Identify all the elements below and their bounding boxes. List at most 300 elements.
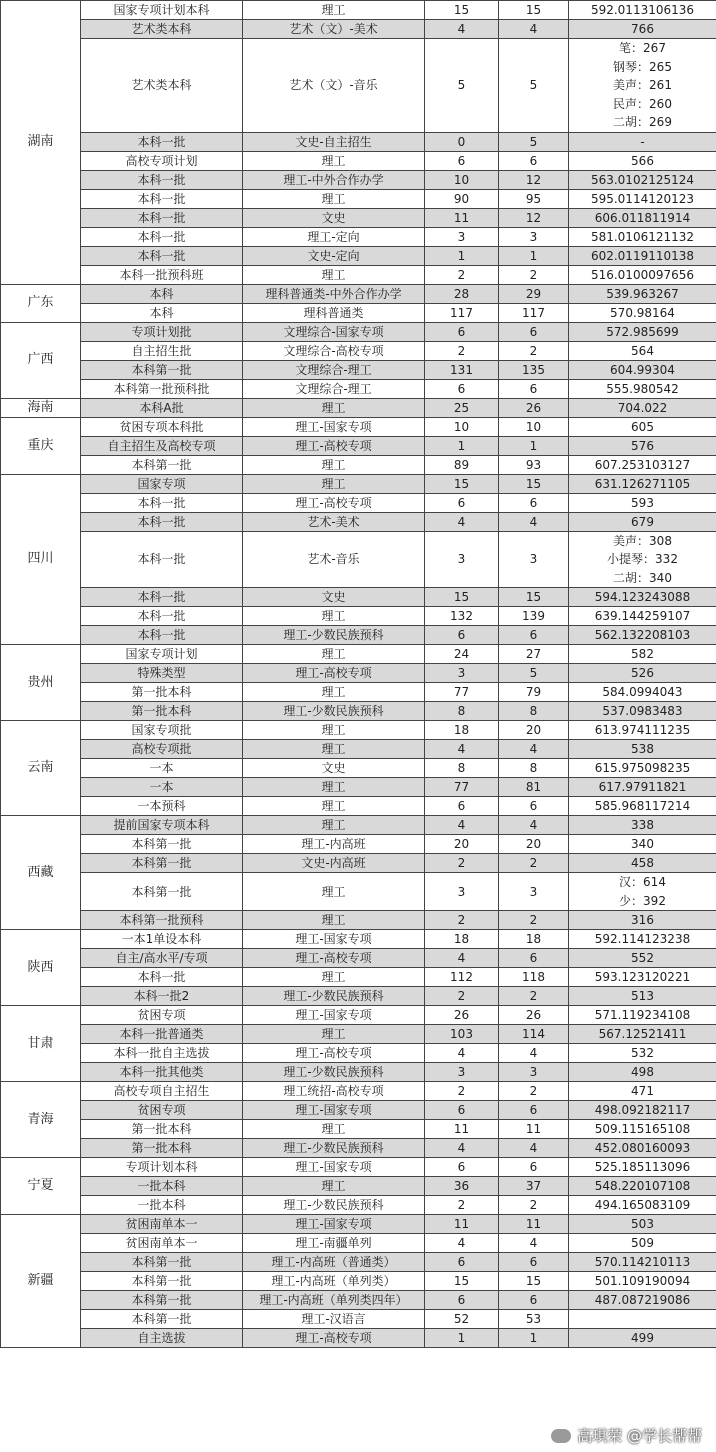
min-score-cell <box>569 39 716 133</box>
table-row <box>1 873 716 911</box>
admitted-count-cell: 12 <box>499 170 569 189</box>
admitted-count-cell: 5 <box>499 132 569 151</box>
min-score-cell: 584.0994043 <box>569 683 716 702</box>
admitted-count-cell: 1 <box>499 436 569 455</box>
admitted-count-cell: 15 <box>499 1272 569 1291</box>
batch-cell: 高校专项批 <box>81 740 243 759</box>
score-line: 二胡：340 <box>613 570 672 585</box>
admitted-count-cell: 6 <box>499 493 569 512</box>
plan-count-cell: 3 <box>425 873 499 911</box>
table-row <box>1 759 716 778</box>
category-cell: 理工-少数民族预科 <box>243 1139 425 1158</box>
min-score-cell: 639.144259107 <box>569 607 716 626</box>
admitted-count-cell: 2 <box>499 341 569 360</box>
table-row <box>1 1063 716 1082</box>
batch-cell: 本科第一批 <box>81 455 243 474</box>
admitted-count-cell: 2 <box>499 987 569 1006</box>
batch-cell: 贫困南单本一 <box>81 1215 243 1234</box>
admitted-count-cell: 53 <box>499 1310 569 1329</box>
batch-cell: 本科第一批预科批 <box>81 379 243 398</box>
table-row <box>1 474 716 493</box>
min-score-cell: 316 <box>569 911 716 930</box>
plan-count-cell: 77 <box>425 683 499 702</box>
batch-cell: 本科一批2 <box>81 987 243 1006</box>
admitted-count-cell: 139 <box>499 607 569 626</box>
batch-cell: 本科一批 <box>81 132 243 151</box>
min-score-cell: 571.119234108 <box>569 1006 716 1025</box>
table-row <box>1 379 716 398</box>
min-score-cell: 594.123243088 <box>569 588 716 607</box>
category-cell: 理工 <box>243 1177 425 1196</box>
plan-count-cell: 112 <box>425 968 499 987</box>
table-row <box>1 189 716 208</box>
table-row <box>1 1025 716 1044</box>
min-score-cell: 499 <box>569 1329 716 1348</box>
plan-count-cell: 5 <box>425 39 499 133</box>
category-cell: 艺术（文）-音乐 <box>243 39 425 133</box>
batch-cell: 本科一批 <box>81 493 243 512</box>
category-cell: 理工-少数民族预科 <box>243 1063 425 1082</box>
batch-cell: 本科一批 <box>81 189 243 208</box>
table-row <box>1 341 716 360</box>
plan-count-cell: 11 <box>425 1215 499 1234</box>
category-cell: 文理综合-国家专项 <box>243 322 425 341</box>
admitted-count-cell: 4 <box>499 816 569 835</box>
province-cell: 贵州 <box>1 645 81 721</box>
category-cell: 理工-高校专项 <box>243 436 425 455</box>
category-cell: 理工-少数民族预科 <box>243 987 425 1006</box>
min-score-cell: - <box>569 132 716 151</box>
table-row <box>1 284 716 303</box>
table-row <box>1 1158 716 1177</box>
min-score-cell: 704.022 <box>569 398 716 417</box>
batch-cell: 本科A批 <box>81 398 243 417</box>
category-cell: 理工 <box>243 265 425 284</box>
plan-count-cell: 2 <box>425 341 499 360</box>
min-score-cell: 537.0983483 <box>569 702 716 721</box>
table-row <box>1 1082 716 1101</box>
min-score-cell: 471 <box>569 1082 716 1101</box>
batch-cell: 自主招生批 <box>81 341 243 360</box>
admitted-count-cell: 15 <box>499 474 569 493</box>
score-line: 美声：261 <box>613 78 672 92</box>
plan-count-cell: 1 <box>425 436 499 455</box>
admitted-count-cell: 37 <box>499 1177 569 1196</box>
batch-cell: 自主招生及高校专项 <box>81 436 243 455</box>
plan-count-cell: 18 <box>425 721 499 740</box>
category-cell: 理工-国家专项 <box>243 930 425 949</box>
category-cell: 艺术-美术 <box>243 512 425 531</box>
batch-cell: 本科一批 <box>81 531 243 588</box>
score-line: 汉：614 <box>619 875 666 889</box>
admitted-count-cell: 6 <box>499 949 569 968</box>
category-cell: 理工-汉语言 <box>243 1310 425 1329</box>
admitted-count-cell: 117 <box>499 303 569 322</box>
table-row <box>1 1310 716 1329</box>
plan-count-cell: 4 <box>425 816 499 835</box>
admitted-count-cell: 5 <box>499 664 569 683</box>
min-score-cell: 570.114210113 <box>569 1253 716 1272</box>
batch-cell: 第一批本科 <box>81 1139 243 1158</box>
plan-count-cell: 25 <box>425 398 499 417</box>
plan-count-cell: 103 <box>425 1025 499 1044</box>
table-row <box>1 1272 716 1291</box>
batch-cell: 本科第一批 <box>81 1291 243 1310</box>
admitted-count-cell: 2 <box>499 854 569 873</box>
min-score-cell: 513 <box>569 987 716 1006</box>
table-row <box>1 588 716 607</box>
plan-count-cell: 26 <box>425 1006 499 1025</box>
category-cell: 理工 <box>243 778 425 797</box>
admitted-count-cell: 8 <box>499 759 569 778</box>
min-score-cell: 555.980542 <box>569 379 716 398</box>
category-cell: 理工-高校专项 <box>243 1044 425 1063</box>
plan-count-cell: 4 <box>425 740 499 759</box>
min-score-cell: 605 <box>569 417 716 436</box>
score-line: 二胡：269 <box>613 115 672 129</box>
table-row <box>1 1 716 20</box>
min-score-cell: 539.963267 <box>569 284 716 303</box>
batch-cell: 专项计划本科 <box>81 1158 243 1177</box>
batch-cell: 本科一批预科班 <box>81 265 243 284</box>
category-cell: 理科普通类 <box>243 303 425 322</box>
table-row <box>1 360 716 379</box>
plan-count-cell: 11 <box>425 1120 499 1139</box>
category-cell: 文理综合-高校专项 <box>243 341 425 360</box>
category-cell: 理工 <box>243 189 425 208</box>
min-score-cell: 592.114123238 <box>569 930 716 949</box>
min-score-cell: 595.0114120123 <box>569 189 716 208</box>
table-row <box>1 702 716 721</box>
plan-count-cell: 3 <box>425 227 499 246</box>
province-cell: 广西 <box>1 322 81 398</box>
admitted-count-cell: 4 <box>499 512 569 531</box>
category-cell: 理工统招-高校专项 <box>243 1082 425 1101</box>
plan-count-cell: 15 <box>425 1 499 20</box>
min-score-cell: 487.087219086 <box>569 1291 716 1310</box>
admitted-count-cell: 3 <box>499 1063 569 1082</box>
table-row <box>1 39 716 133</box>
plan-count-cell: 6 <box>425 493 499 512</box>
min-score-cell: 458 <box>569 854 716 873</box>
category-cell: 理工 <box>243 740 425 759</box>
table-row <box>1 1196 716 1215</box>
min-score-cell: 593.123120221 <box>569 968 716 987</box>
min-score-cell: 631.126271105 <box>569 474 716 493</box>
plan-count-cell: 15 <box>425 474 499 493</box>
province-cell: 宁夏 <box>1 1158 81 1215</box>
admitted-count-cell: 27 <box>499 645 569 664</box>
admitted-count-cell: 114 <box>499 1025 569 1044</box>
batch-cell: 本科第一批 <box>81 1253 243 1272</box>
min-score-cell: 602.0119110138 <box>569 246 716 265</box>
plan-count-cell: 10 <box>425 417 499 436</box>
score-line: 民声：260 <box>613 96 672 111</box>
plan-count-cell: 77 <box>425 778 499 797</box>
table-row <box>1 417 716 436</box>
admitted-count-cell: 6 <box>499 379 569 398</box>
plan-count-cell: 3 <box>425 531 499 588</box>
table-row <box>1 816 716 835</box>
plan-count-cell: 15 <box>425 588 499 607</box>
table-row <box>1 151 716 170</box>
table-row <box>1 683 716 702</box>
min-score-cell: 582 <box>569 645 716 664</box>
plan-count-cell: 132 <box>425 607 499 626</box>
batch-cell: 贫困专项 <box>81 1101 243 1120</box>
watermark-text: 高琪荣 @学长帮帮 <box>577 1427 702 1445</box>
admitted-count-cell: 2 <box>499 1082 569 1101</box>
plan-count-cell: 2 <box>425 1196 499 1215</box>
plan-count-cell: 8 <box>425 702 499 721</box>
table-row <box>1 1177 716 1196</box>
category-cell: 理工-高校专项 <box>243 1329 425 1348</box>
plan-count-cell: 4 <box>425 20 499 39</box>
table-row <box>1 797 716 816</box>
admitted-count-cell: 4 <box>499 1139 569 1158</box>
province-cell: 广东 <box>1 284 81 322</box>
table-row <box>1 1253 716 1272</box>
score-line: 小提琴：332 <box>607 552 678 566</box>
min-score-cell: 562.132208103 <box>569 626 716 645</box>
batch-cell: 本科一批 <box>81 208 243 227</box>
admitted-count-cell: 20 <box>499 835 569 854</box>
category-cell: 理工-高校专项 <box>243 493 425 512</box>
admitted-count-cell: 11 <box>499 1215 569 1234</box>
table-row <box>1 398 716 417</box>
admitted-count-cell: 3 <box>499 873 569 911</box>
plan-count-cell: 3 <box>425 1063 499 1082</box>
admitted-count-cell: 6 <box>499 1253 569 1272</box>
plan-count-cell: 15 <box>425 1272 499 1291</box>
admitted-count-cell: 6 <box>499 626 569 645</box>
min-score-cell: 615.975098235 <box>569 759 716 778</box>
plan-count-cell: 28 <box>425 284 499 303</box>
plan-count-cell: 6 <box>425 626 499 645</box>
table-row <box>1 1215 716 1234</box>
plan-count-cell: 0 <box>425 132 499 151</box>
batch-cell: 本科一批普通类 <box>81 1025 243 1044</box>
batch-cell: 本科一批其他类 <box>81 1063 243 1082</box>
province-cell: 重庆 <box>1 417 81 474</box>
plan-count-cell: 6 <box>425 1101 499 1120</box>
plan-count-cell: 2 <box>425 265 499 284</box>
min-score-cell: 564 <box>569 341 716 360</box>
batch-cell: 高校专项计划 <box>81 151 243 170</box>
table-row <box>1 208 716 227</box>
batch-cell: 一批本科 <box>81 1196 243 1215</box>
batch-cell: 艺术类本科 <box>81 39 243 133</box>
admitted-count-cell: 118 <box>499 968 569 987</box>
admitted-count-cell: 6 <box>499 1101 569 1120</box>
category-cell: 理工 <box>243 721 425 740</box>
table-row <box>1 607 716 626</box>
batch-cell: 本科 <box>81 284 243 303</box>
category-cell: 文史-定向 <box>243 246 425 265</box>
plan-count-cell: 4 <box>425 1044 499 1063</box>
batch-cell: 一本 <box>81 759 243 778</box>
admitted-count-cell: 12 <box>499 208 569 227</box>
batch-cell: 本科第一批 <box>81 1272 243 1291</box>
batch-cell: 一本 <box>81 778 243 797</box>
admitted-count-cell: 2 <box>499 265 569 284</box>
batch-cell: 国家专项批 <box>81 721 243 740</box>
admitted-count-cell: 2 <box>499 1196 569 1215</box>
category-cell: 理工-内高班 <box>243 835 425 854</box>
admitted-count-cell: 6 <box>499 322 569 341</box>
category-cell: 理工 <box>243 645 425 664</box>
province-cell: 西藏 <box>1 816 81 930</box>
min-score-cell: 604.99304 <box>569 360 716 379</box>
batch-cell: 本科一批 <box>81 512 243 531</box>
batch-cell: 本科一批 <box>81 246 243 265</box>
batch-cell: 本科 <box>81 303 243 322</box>
min-score-cell: 607.253103127 <box>569 455 716 474</box>
admitted-count-cell: 6 <box>499 797 569 816</box>
table-row <box>1 227 716 246</box>
min-score-cell: 576 <box>569 436 716 455</box>
min-score-cell: 570.98164 <box>569 303 716 322</box>
category-cell: 理工-国家专项 <box>243 1006 425 1025</box>
plan-count-cell: 117 <box>425 303 499 322</box>
category-cell: 理工-中外合作办学 <box>243 170 425 189</box>
category-cell: 理工-高校专项 <box>243 664 425 683</box>
admitted-count-cell: 79 <box>499 683 569 702</box>
plan-count-cell: 6 <box>425 1158 499 1177</box>
batch-cell: 第一批本科 <box>81 683 243 702</box>
table-row <box>1 645 716 664</box>
min-score-cell: 606.011811914 <box>569 208 716 227</box>
province-cell: 青海 <box>1 1082 81 1158</box>
min-score-cell: 548.220107108 <box>569 1177 716 1196</box>
min-score-cell: 766 <box>569 20 716 39</box>
min-score-cell: 526 <box>569 664 716 683</box>
plan-count-cell: 1 <box>425 1329 499 1348</box>
category-cell: 文史 <box>243 759 425 778</box>
table-row <box>1 1139 716 1158</box>
min-score-cell: 679 <box>569 512 716 531</box>
batch-cell: 国家专项计划 <box>81 645 243 664</box>
plan-count-cell: 8 <box>425 759 499 778</box>
plan-count-cell: 89 <box>425 455 499 474</box>
plan-count-cell: 3 <box>425 664 499 683</box>
admitted-count-cell: 6 <box>499 1291 569 1310</box>
batch-cell: 特殊类型 <box>81 664 243 683</box>
plan-count-cell: 18 <box>425 930 499 949</box>
table-row <box>1 987 716 1006</box>
table-row <box>1 721 716 740</box>
table-row <box>1 1101 716 1120</box>
province-cell: 陕西 <box>1 930 81 1006</box>
category-cell: 理科普通类-中外合作办学 <box>243 284 425 303</box>
min-score-cell: 509.115165108 <box>569 1120 716 1139</box>
score-line: 钢琴：265 <box>613 59 672 74</box>
category-cell: 理工 <box>243 1025 425 1044</box>
plan-count-cell: 2 <box>425 1082 499 1101</box>
min-score-cell: 340 <box>569 835 716 854</box>
min-score-cell: 581.0106121132 <box>569 227 716 246</box>
table-body <box>1 1 716 1348</box>
admitted-count-cell: 4 <box>499 740 569 759</box>
admitted-count-cell: 10 <box>499 417 569 436</box>
admitted-count-cell: 93 <box>499 455 569 474</box>
min-score-cell: 494.165083109 <box>569 1196 716 1215</box>
plan-count-cell: 36 <box>425 1177 499 1196</box>
batch-cell: 贫困专项本科批 <box>81 417 243 436</box>
table-row <box>1 1120 716 1139</box>
admitted-count-cell: 4 <box>499 1044 569 1063</box>
table-row <box>1 265 716 284</box>
category-cell: 理工-国家专项 <box>243 1158 425 1177</box>
batch-cell: 国家专项 <box>81 474 243 493</box>
min-score-cell: 338 <box>569 816 716 835</box>
plan-count-cell: 6 <box>425 322 499 341</box>
plan-count-cell: 11 <box>425 208 499 227</box>
table-row <box>1 1291 716 1310</box>
min-score-cell <box>569 873 716 911</box>
min-score-cell: 509 <box>569 1234 716 1253</box>
table-row <box>1 246 716 265</box>
table-row <box>1 835 716 854</box>
table-row <box>1 170 716 189</box>
admitted-count-cell: 15 <box>499 1 569 20</box>
category-cell: 理工 <box>243 1 425 20</box>
batch-cell: 本科第一批 <box>81 360 243 379</box>
min-score-cell: 532 <box>569 1044 716 1063</box>
category-cell: 文史-内高班 <box>243 854 425 873</box>
plan-count-cell: 4 <box>425 949 499 968</box>
min-score-cell: 617.97911821 <box>569 778 716 797</box>
category-cell: 理工-国家专项 <box>243 1101 425 1120</box>
table-row <box>1 968 716 987</box>
batch-cell: 一批本科 <box>81 1177 243 1196</box>
table-row <box>1 531 716 588</box>
category-cell: 理工 <box>243 398 425 417</box>
admitted-count-cell: 26 <box>499 398 569 417</box>
min-score-cell: 516.0100097656 <box>569 265 716 284</box>
admitted-count-cell: 2 <box>499 911 569 930</box>
plan-count-cell: 4 <box>425 1234 499 1253</box>
batch-cell: 本科第一批 <box>81 835 243 854</box>
plan-count-cell: 6 <box>425 1253 499 1272</box>
category-cell: 理工 <box>243 151 425 170</box>
batch-cell: 本科一批 <box>81 588 243 607</box>
admitted-count-cell: 18 <box>499 930 569 949</box>
category-cell: 文史 <box>243 588 425 607</box>
plan-count-cell: 1 <box>425 246 499 265</box>
category-cell: 理工-内高班（单列类） <box>243 1272 425 1291</box>
category-cell: 文史 <box>243 208 425 227</box>
table-row <box>1 740 716 759</box>
batch-cell: 自主选拔 <box>81 1329 243 1348</box>
batch-cell: 贫困专项 <box>81 1006 243 1025</box>
batch-cell: 本科第一批 <box>81 873 243 911</box>
category-cell: 文史-自主招生 <box>243 132 425 151</box>
min-score-cell: 567.12521411 <box>569 1025 716 1044</box>
admitted-count-cell: 3 <box>499 531 569 588</box>
batch-cell: 国家专项计划本科 <box>81 1 243 20</box>
table-row <box>1 512 716 531</box>
plan-count-cell: 20 <box>425 835 499 854</box>
batch-cell: 一本1单设本科 <box>81 930 243 949</box>
min-score-cell: 552 <box>569 949 716 968</box>
category-cell: 理工-国家专项 <box>243 417 425 436</box>
min-score-cell: 563.0102125124 <box>569 170 716 189</box>
table-row <box>1 854 716 873</box>
category-cell: 理工 <box>243 873 425 911</box>
min-score-cell: 572.985699 <box>569 322 716 341</box>
admitted-count-cell: 11 <box>499 1120 569 1139</box>
